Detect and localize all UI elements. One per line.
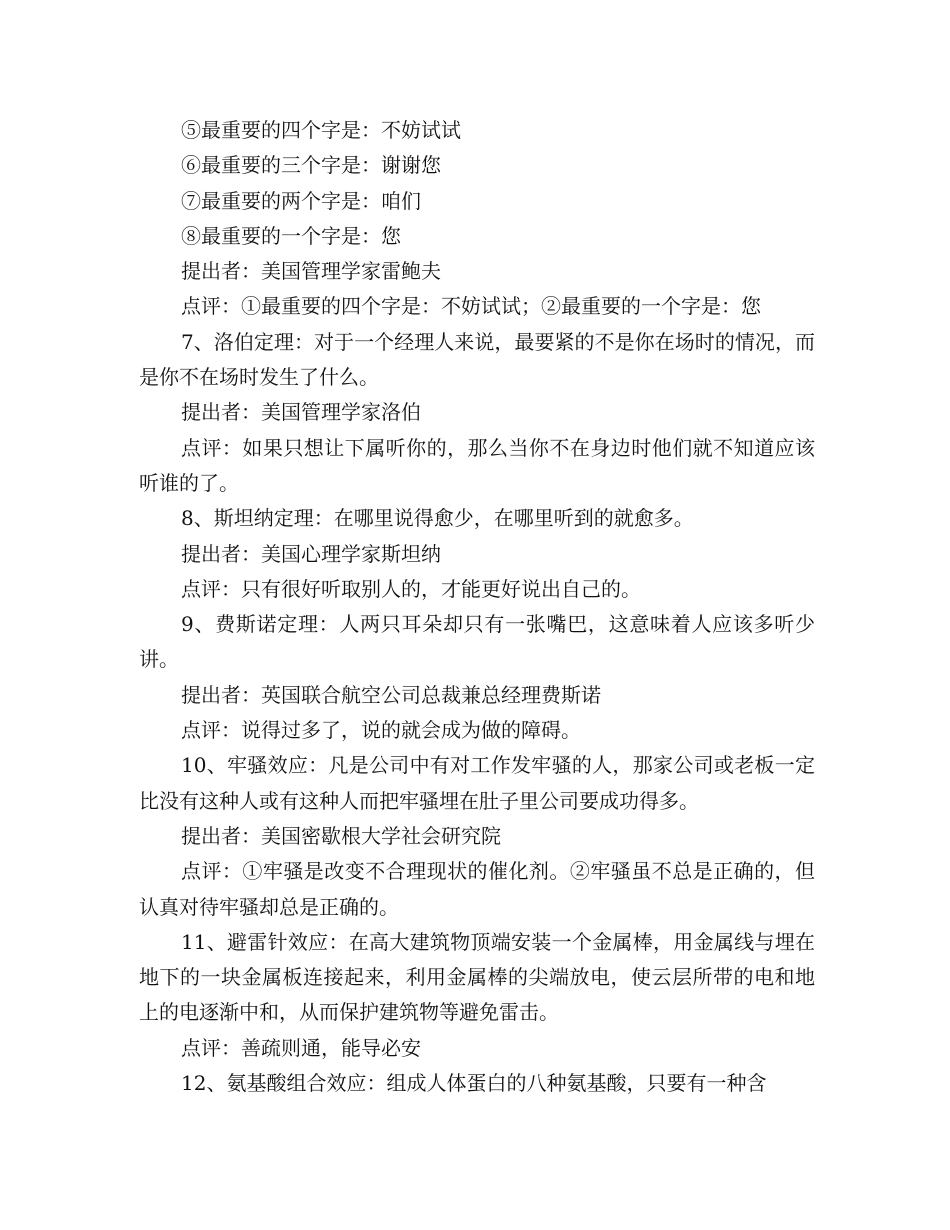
paragraph: 点评：如果只想让下属听你的，那么当你不在身边时他们就不知道应该听谁的了。 [139,435,815,495]
paragraph: ⑧最重要的一个字是：您 [181,223,401,248]
paragraph: 8、斯坦纳定理：在哪里说得愈少，在哪里听到的就愈多。 [181,506,694,531]
paragraph: ⑤最重要的四个字是：不妨试试 [181,118,461,142]
paragraph: 12、氨基酸组合效应：组成人体蛋白的八种氨基酸，只要有一种含 [181,1071,767,1096]
paragraph: 提出者：美国管理学家洛伯 [181,400,421,425]
paragraph: 点评：①牢骚是改变不合理现状的催化剂。②牢骚虽不总是正确的，但认真对待牢骚却总是正确的。 [139,859,815,919]
paragraph: 点评：只有很好听取别人的，才能更好说出自己的。 [181,576,641,601]
paragraph: ⑥最重要的三个字是：谢谢您 [181,153,441,178]
paragraph: 提出者：美国管理学家雷鲍夫 [181,259,441,284]
paragraph: 点评：①最重要的四个字是：不妨试试；②最重要的一个字是：您 [181,294,761,319]
paragraph: 提出者：美国密歇根大学社会研究院 [181,823,501,848]
paragraph: 提出者：英国联合航空公司总裁兼总经理费斯诺 [181,682,601,707]
paragraph: 10、牢骚效应：凡是公司中有对工作发牢骚的人，那家公司或老板一定比没有这种人或有这种人而把牢骚埋在肚子里公司要成功得多。 [139,753,815,813]
paragraph: 7、洛伯定理：对于一个经理人来说，最要紧的不是你在场时的情况，而是你不在场时发生了什么。 [139,329,815,390]
paragraph: ⑦最重要的两个字是：咱们 [181,188,421,213]
paragraph: 点评：善疏则通，能导必安 [181,1035,421,1060]
paragraph: 9、费斯诺定理：人两只耳朵却只有一张嘴巴，这意味着人应该多听少讲。 [139,612,815,672]
paragraph: 点评：说得过多了，说的就会成为做的障碍。 [181,718,581,743]
paragraph: 提出者：美国心理学家斯坦纳 [181,541,441,566]
paragraph: 11、避雷针效应：在高大建筑物顶端安装一个金属棒，用金属线与埋在地下的一块金属板连接起来，利用金属棒的尖端放电，使云层所带的电和地上的电逐渐中和，从而保护建筑物等避免雷击。 [139,929,815,1025]
document-body [139,113,815,1101]
